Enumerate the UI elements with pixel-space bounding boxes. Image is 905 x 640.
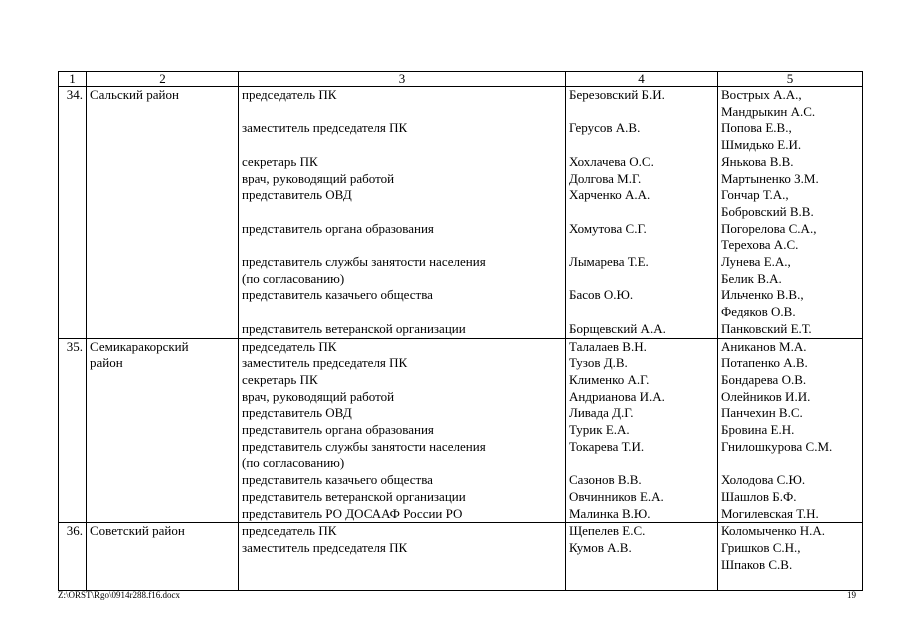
column-number-5: 5 [718,72,863,87]
name-cell [566,87,718,339]
name-line: Борщевский А.А. [569,320,666,336]
footer-file-path: Z:\ORST\Rgo\0914r288.f16.docx [58,590,180,600]
district-cell [87,523,239,591]
role-line: представитель ветеранской организации [242,488,466,504]
role-line: заместитель председателя ПК [242,539,408,555]
footer-page-number: 19 [847,590,856,600]
name-line: Талалаев В.Н. [569,338,647,354]
role-line [242,204,562,221]
role-line: (по согласованию) [242,455,345,471]
role-line [242,237,562,254]
deputy-line: Федяков О.В. [721,304,796,320]
role-line: представитель службы занятости населения [242,254,486,270]
row-number: 36. [59,523,87,591]
name-line [569,557,714,574]
table-row [59,87,863,339]
district-line: Семикаракорский [90,338,189,354]
role-line: врач, руководящий работой [242,170,395,186]
role-line: представитель органа образования [242,422,434,438]
name-line: Герусов А.В. [569,120,641,136]
column-number-row [59,72,863,87]
name-line: Хохлачева О.С. [569,153,654,169]
role-line: председатель ПК [242,87,337,102]
role-line: представитель казачьего общества [242,287,433,303]
role-line [242,137,562,154]
deputy-line: Аниканов М.А. [721,338,807,354]
role-line: представитель ветеранской организации [242,320,466,336]
column-number-3: 3 [239,72,566,87]
deputy-line: Гончар Т.А., [721,187,789,203]
deputy-line: Шпаков С.В. [721,556,793,572]
deputy-line: Лунева Е.А., [721,254,791,270]
name-line: Ливада Д.Г. [569,405,634,421]
role-line: представитель органа образования [242,220,434,236]
name-line: Кумов А.В. [569,539,632,555]
deputy-line: Могилевская Т.Н. [721,505,819,521]
role-line: представитель казачьего общества [242,472,433,488]
role-cell [239,338,566,523]
role-line [242,557,562,574]
deputy-line [721,573,859,590]
deputy-line: Бровина Е.Н. [721,422,795,438]
role-line: заместитель председателя ПК [242,355,408,371]
name-line: Харченко А.А. [569,187,651,203]
deputy-line: Терехова А.С. [721,237,799,253]
name-line: Токарева Т.И. [569,438,645,454]
role-line: заместитель председателя ПК [242,120,408,136]
deputy-cell [718,338,863,523]
role-line: (по согласованию) [242,270,345,286]
name-cell [566,523,718,591]
name-line: Овчинников Е.А. [569,488,664,504]
deputy-line: Ильченко В.В., [721,287,804,303]
name-line: Щепелев Е.С. [569,523,646,539]
column-number-1: 1 [59,72,87,87]
deputy-line: Потапенко А.В. [721,355,808,371]
deputy-line: Мартыненко З.М. [721,170,819,186]
name-line: Лымарева Т.Е. [569,254,649,270]
role-line [242,104,562,121]
row-number: 35. [59,338,87,523]
district-line: Советский район [90,523,185,539]
column-number-4: 4 [566,72,718,87]
name-line: Тузов Д.В. [569,355,628,371]
deputy-line: Бондарева О.В. [721,371,807,387]
table-row [59,523,863,591]
name-line: Хомутова С.Г. [569,220,647,236]
deputy-line: Мандрыкин А.С. [721,103,816,119]
row-number: 34. [59,87,87,339]
commission-table [58,71,863,591]
deputy-line: Холодова С.Ю. [721,472,806,488]
district-line: Сальский район [90,87,179,102]
deputy-line: Гнилошкурова С.М. [721,438,833,454]
name-line: Долгова М.Г. [569,170,642,186]
table-body [59,87,863,591]
deputy-line: Вострых А.А., [721,87,802,102]
role-line: секретарь ПК [242,153,318,169]
name-line [569,271,714,288]
name-line: Березовский Б.И. [569,87,665,102]
deputy-cell [718,523,863,591]
role-line: представитель РО ДОСААФ России РО [242,505,463,521]
name-line [569,455,714,472]
table-row [59,338,863,523]
deputy-line: Гришков С.Н., [721,539,801,555]
name-cell [566,338,718,523]
role-line: представитель службы занятости населения [242,438,486,454]
role-line: представитель ОВД [242,405,352,421]
column-number-2: 2 [87,72,239,87]
name-line [569,204,714,221]
name-line: Басов О.Ю. [569,287,634,303]
name-line: Сазонов В.В. [569,472,642,488]
deputy-line: Олейников И.И. [721,388,811,404]
deputy-line: Белик В.А. [721,270,782,286]
role-cell [239,87,566,339]
deputy-line: Погорелова С.А., [721,220,817,236]
deputy-line: Шмидько Е.И. [721,137,802,153]
name-line: Турик Е.А. [569,422,630,438]
role-line: председатель ПК [242,338,337,354]
name-line: Андрианова И.А. [569,388,665,404]
name-line [569,237,714,254]
role-line [242,573,562,590]
deputy-cell [718,87,863,339]
name-line [569,573,714,590]
role-cell [239,523,566,591]
name-line [569,104,714,121]
name-line [569,304,714,321]
deputy-line: Попова Е.В., [721,120,792,136]
role-line: секретарь ПК [242,371,318,387]
deputy-line [721,455,859,472]
name-line: Малинка В.Ю. [569,505,651,521]
name-line: Клименко А.Г. [569,371,650,387]
district-cell [87,87,239,339]
deputy-line: Коломыченко Н.А. [721,523,825,539]
deputy-line: Панчехин В.С. [721,405,803,421]
deputy-line: Янькова В.В. [721,153,794,169]
district-line: район [90,355,123,371]
name-line [569,137,714,154]
role-line: врач, руководящий работой [242,388,395,404]
district-cell [87,338,239,523]
deputy-line: Панковский Е.Т. [721,320,812,336]
role-line: представитель ОВД [242,187,352,203]
role-line: председатель ПК [242,523,337,539]
role-line [242,304,562,321]
deputy-line: Шашлов Б.Ф. [721,488,797,504]
deputy-line: Бобровский В.В. [721,203,814,219]
